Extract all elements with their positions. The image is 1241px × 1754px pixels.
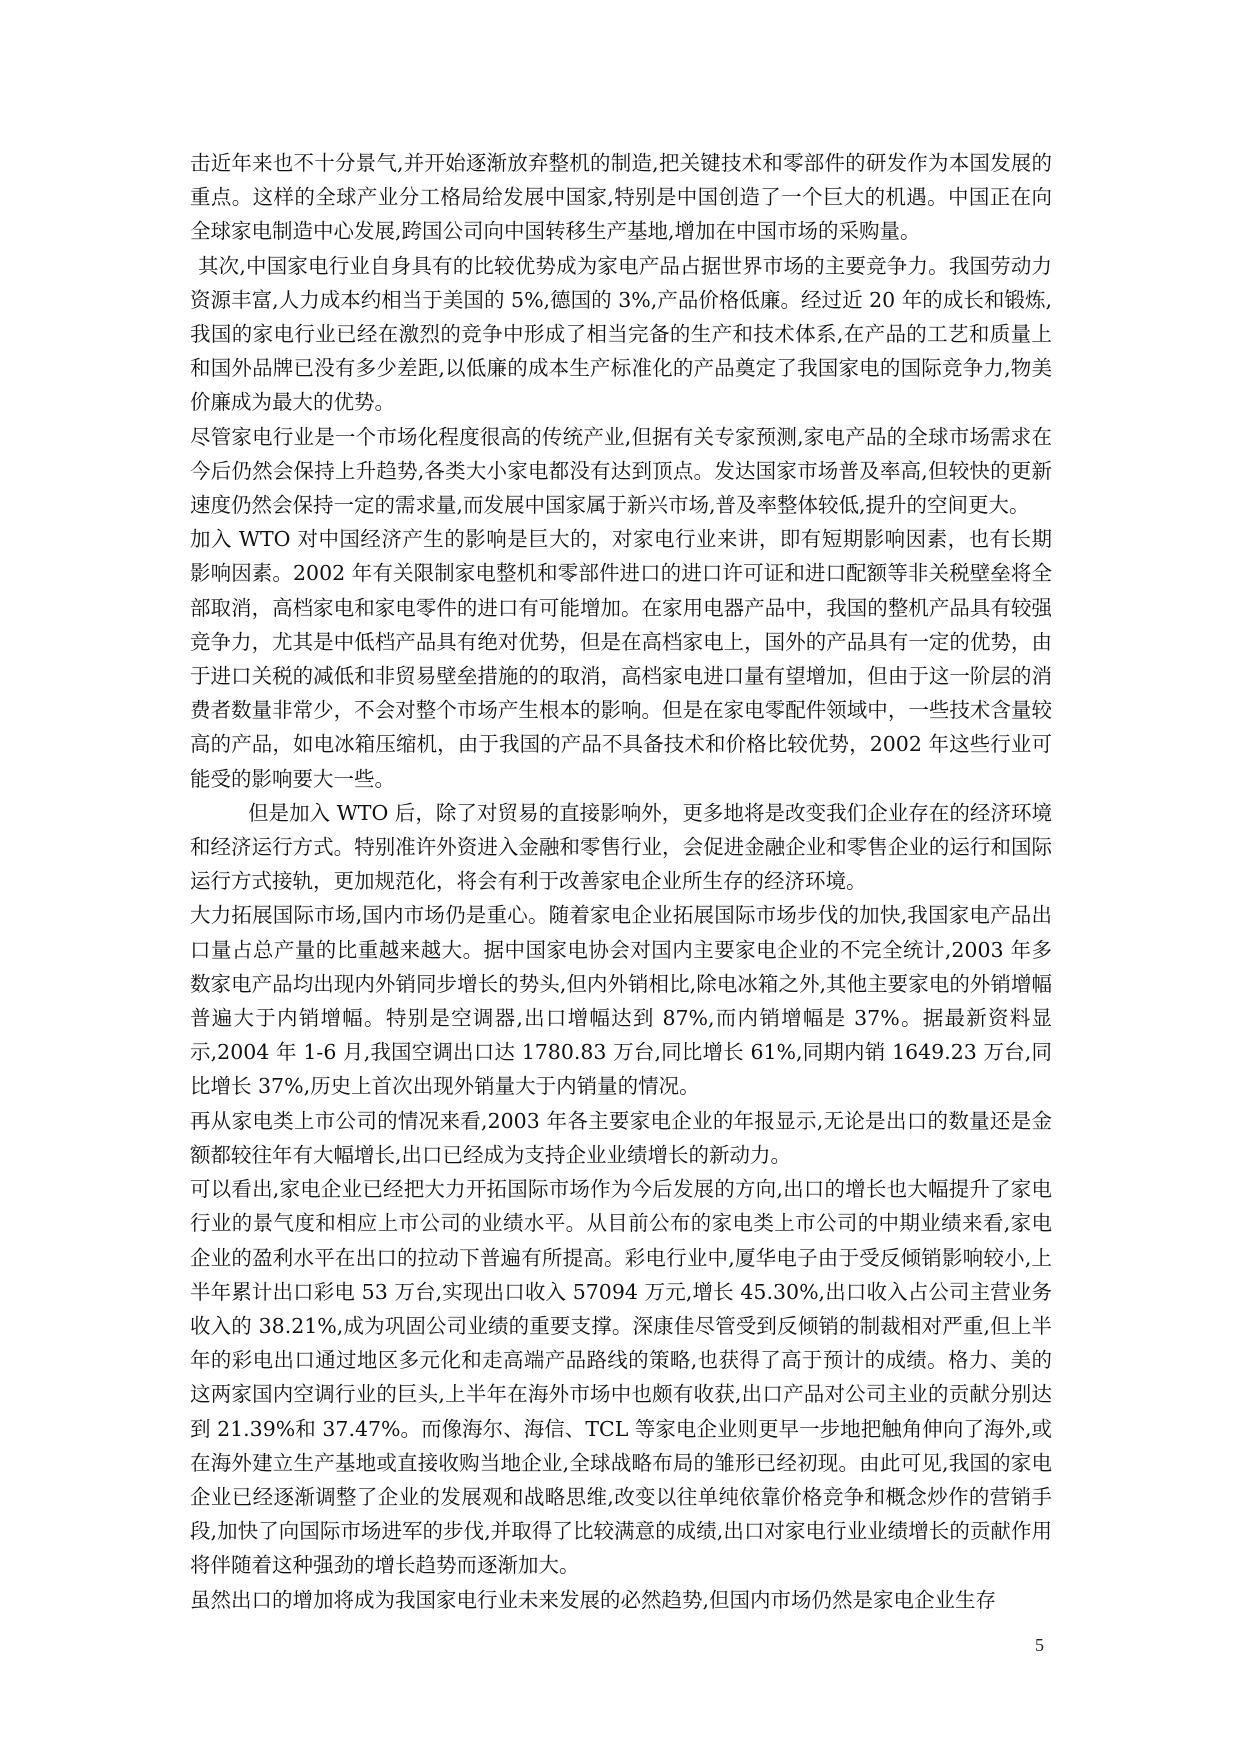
paragraph-comparative-advantage: 其次,中国家电行业自身具有的比较优势成为家电产品占据世界市场的主要竞争力。我国劳动力资源丰富,人力成本约相当于美国的 5%,德国的 3%,产品价格低廉。经过近 20 年的成长和锻炼,我国的家电行业已经在激烈的竞争中形成了相当完备的生产和技术体系,在产品的工艺和质量上和国外品牌已没有多少差距,以低廉的成本生产标准化的产品奠定了我国家电的国际竞争力,物美价廉成为最大的优势。: [190, 253, 1052, 415]
paragraph-listed-companies: 再从家电类上市公司的情况来看,2003 年各主要家电企业的年报显示,无论是出口的数量还是金额都较往年有大幅增长,出口已经成为支持企业业绩增长的新动力。: [190, 1108, 1052, 1167]
paragraph-global-division: 击近年来也不十分景气,并开始逐渐放弃整机的制造,把关键技术和零部件的研发作为本国发展的重点。这样的全球产业分工格局给发展中国家,特别是中国创造了一个巨大的机遇。中国正在向全球家电制造中心发展,跨国公司向中国转移生产基地,增加在中国市场的采购量。: [190, 151, 1052, 244]
body-text: [190, 146, 1052, 1617]
paragraph-export-growth: 可以看出,家电企业已经把大力开拓国际市场作为今后发展的方向,出口的增长也大幅提升了家电行业的景气度和相应上市公司的业绩水平。从目前公布的家电类上市公司的中期业绩来看,家电企业的盈利水平在出口的拉动下普遍有所提高。彩电行业中,厦华电子由于受反倾销影响较小,上半年累计出口彩电 53 万台,实现出口收入 57094 万元,增长 45.30%,出口收入占公司主营业务收入的 38.21%,成为巩固公司业绩的重要支撑。深康佳尽管受到反倾销的制裁相对严重,但上半年的彩电出口通过地区多元化和走高端产品路线的策略,也获得了高于预计的成绩。格力、美的这两家国内空调行业的巨头,上半年在海外市场中也颇有收获,出口产品对公司主业的贡献分别达到 21.39%和 37.47%。而像海尔、海信、TCL 等家电企业则更早一步地把触角伸向了海外,或在海外建立生产基地或直接收购当地企业,全球战略布局的雏形已经初现。由此可见,我国的家电企业已经逐渐调整了企业的发展观和战略思维,改变以往单纯依靠价格竞争和概念炒作的营销手段,加快了向国际市场进军的步伐,并取得了比较满意的成绩,出口对家电行业业绩增长的贡献作用将伴随着这种强劲的增长趋势而逐渐加大。: [190, 1177, 1052, 1578]
paragraph-wto-impact: 加入 WTO 对中国经济产生的影响是巨大的，对家电行业来讲，即有短期影响因素，也有长期影响因素。2002 年有关限制家电整机和零部件进口的进口许可证和进口配额等非关税壁垒将全部取消，高档家电和家电零件的进口有可能增加。在家用电器产品中，我国的整机产品具有较强竞争力，尤其是中低档产品具有绝对优势，但是在高档家电上，国外的产品具有一定的优势，由于进口关税的减低和非贸易壁垒措施的的取消，高档家电进口量有望增加，但由于这一阶层的消费者数量非常少，不会对整个市场产生根本的影响。但是在家电零配件领域中，一些技术含量较高的产品，如电冰箱压缩机，由于我国的产品不具备技术和价格比较优势，2002 年这些行业可能受的影响要大一些。: [190, 527, 1052, 791]
paragraph-market-demand: 尽管家电行业是一个市场化程度很高的传统产业,但据有关专家预测,家电产品的全球市场需求在今后仍然会保持上升趋势,各类大小家电都没有达到顶点。发达国家市场普及率高,但较快的更新速度仍然会保持一定的需求量,而发展中国家属于新兴市场,普及率整体较低,提升的空间更大。: [190, 424, 1052, 518]
paragraph-international-market: 大力拓展国际市场,国内市场仍是重心。随着家电企业拓展国际市场步伐的加快,我国家电产品出口量占总产量的比重越来越大。据中国家电协会对国内主要家电企业的不完全统计,2003 年多数家电产品均出现内外销同步增长的势头,但内外销相比,除电冰箱之外,其他主要家电的外销增幅普遍大于内销增幅。特别是空调器,出口增幅达到 87%,而内销增幅是 37%。据最新资料显示,2004 年 1-6 月,我国空调出口达 1780.83 万台,同比增长 61%,同期内销 1649.23 万台,同比增长 37%,历史上首次出现外销量大于内销量的情况。: [190, 903, 1052, 1099]
page-number: 5: [1035, 1635, 1044, 1655]
paragraph-domestic-market: 虽然出口的增加将成为我国家电行业未来发展的必然趋势,但国内市场仍然是家电企业生存: [190, 1587, 997, 1612]
paragraph-economic-environment: 但是加入 WTO 后，除了对贸易的直接影响外，更多地将是改变我们企业存在的经济环境和经济运行方式。特别准许外资进入金融和零售行业，会促进金融企业和零售企业的运行和国际运行方式接轨，更加规范化，将会有利于改善家电企业所生存的经济环境。: [190, 800, 1052, 894]
